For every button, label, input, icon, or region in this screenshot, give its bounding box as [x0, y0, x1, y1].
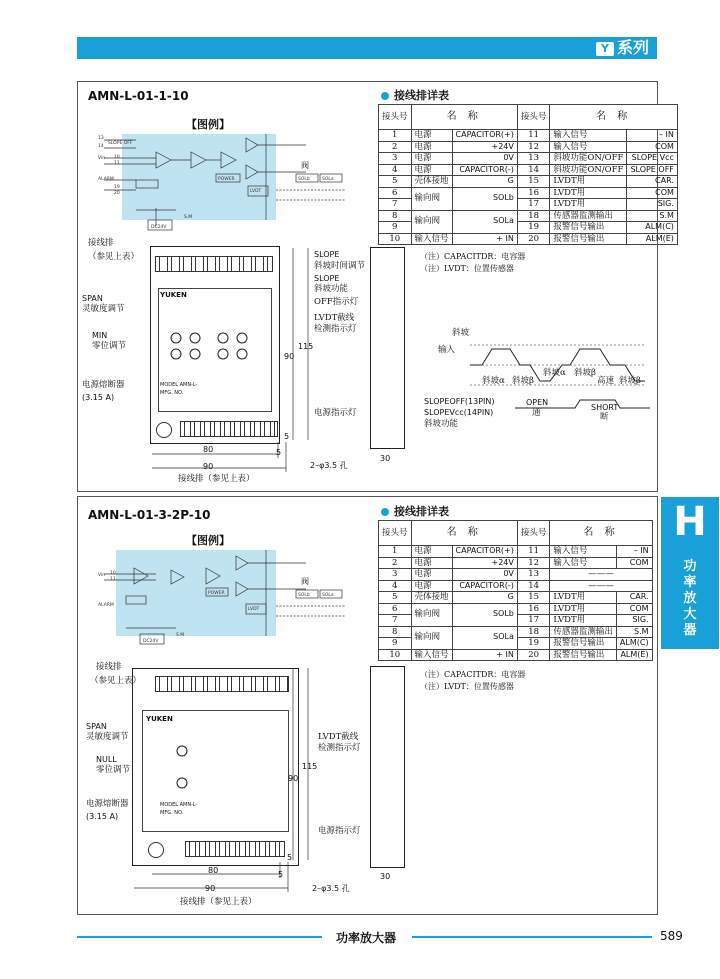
pin-name: LVDT用 — [550, 176, 627, 188]
svg-text:11: 11 — [114, 161, 120, 166]
pin-name: 报警信号输出 — [550, 638, 617, 650]
section1-wave-sig3: 斜坡功能 — [424, 419, 459, 429]
section1-schematic — [96, 130, 350, 232]
pin-signal: ALM(E) — [627, 233, 677, 245]
svg-text:DC24V: DC24V — [151, 225, 167, 230]
pin-name: 输入信号 — [411, 233, 452, 245]
svg-text:19: 19 — [114, 185, 120, 190]
pin-name: 报警信号输出 — [550, 222, 627, 234]
pin-signal: S.M — [616, 626, 652, 638]
section2-lvdt-lamp: LVDT截线 — [318, 732, 359, 742]
section1-wave-alpha2: 斜坡α — [543, 368, 566, 378]
section1-legend-title: 【图例】 — [186, 118, 230, 131]
pin-signal: G — [452, 176, 517, 188]
pin-no: 14 — [517, 580, 550, 592]
pin-no: 2 — [379, 141, 412, 153]
pin-signal: S.M — [627, 210, 677, 222]
pin-name: LVDT用 — [550, 615, 617, 627]
section1-brand: YUKEN — [160, 291, 187, 299]
section1-wave-sig2: SLOPEVcc(14PIN) — [424, 408, 494, 417]
section2-power-lamp: 电源指示灯 — [318, 826, 361, 836]
pin-no: 18 — [517, 626, 550, 638]
pin-no: 19 — [517, 222, 550, 234]
section1-wave-short: SHORT — [591, 403, 619, 412]
section2-model-title: AMN-L-01-3-2P-10 — [88, 508, 211, 522]
pin-name: 电源 — [411, 557, 452, 569]
pin-signal: 0V — [452, 153, 517, 165]
pin-signal: G — [452, 592, 517, 604]
section1-dim-115: 115 — [298, 342, 314, 351]
pin-name: LVDT用 — [550, 592, 617, 604]
pin-no: 9 — [379, 638, 412, 650]
svg-text:LVDT: LVDT — [250, 189, 262, 194]
pin-signal: SOLb — [452, 603, 517, 626]
section1-lvdt-lamp: LVDT截线 — [314, 313, 355, 323]
pin-signal: SLOPE Vcc — [627, 153, 677, 165]
pin-signal: – IN — [616, 546, 652, 558]
pin-no: 12 — [517, 557, 550, 569]
section1-bottom-ref: 接线排（参见上表） — [178, 474, 255, 484]
section1-span-desc: 灵敏度调节 — [82, 304, 125, 314]
col-no-left: 接头号 — [379, 105, 412, 130]
section1-off-lamp: OFF指示灯 — [314, 297, 359, 307]
section2-note2: （注）LVDT：位置传感器 — [420, 682, 514, 691]
pin-name: 壳体接地 — [411, 592, 452, 604]
section1-wave-sig1: SLOPEOFF(13PIN) — [424, 397, 495, 406]
svg-text:ALARM: ALARM — [98, 603, 114, 608]
svg-text:SOLa: SOLa — [322, 177, 334, 182]
svg-text:阀: 阀 — [301, 577, 309, 586]
svg-text:11: 11 — [110, 577, 116, 582]
header-series — [596, 37, 649, 59]
section1-lvdt-lamp2: 检测指示灯 — [314, 324, 357, 334]
series-label: 系列 — [616, 38, 649, 57]
svg-text:10: 10 — [110, 571, 116, 576]
pin-no: 4 — [379, 580, 412, 592]
col-no-right: 接头号 — [517, 105, 550, 130]
pin-name: LVDT用 — [550, 199, 627, 211]
section2-dim-115: 115 — [302, 762, 318, 771]
pin-name: ——— — [550, 580, 652, 592]
pin-name: ——— — [550, 569, 652, 581]
svg-text:SLOPE OFF: SLOPE OFF — [108, 141, 133, 146]
pin-no: 18 — [517, 210, 550, 222]
pin-no: 16 — [517, 187, 550, 199]
pin-name: 电源 — [411, 164, 452, 176]
svg-text:POWER: POWER — [208, 591, 225, 596]
section2-fuse-val: (3.15 A) — [86, 812, 119, 821]
pin-no: 16 — [517, 603, 550, 615]
section2-legend-title: 【图例】 — [186, 534, 230, 547]
pin-no: 20 — [517, 233, 550, 245]
pin-no: 15 — [517, 592, 550, 604]
bullet-icon — [381, 92, 389, 100]
svg-text:14: 14 — [98, 144, 104, 149]
svg-text:阀: 阀 — [301, 161, 309, 170]
pin-name: 输向阀 — [411, 603, 452, 626]
pin-no: 3 — [379, 153, 412, 165]
section1-slope2-desc: 斜坡功能 — [314, 284, 349, 294]
pin-signal: CAPACITOR(-) — [452, 580, 517, 592]
svg-text:SOLa: SOLa — [322, 593, 334, 598]
pin-signal: +24V — [452, 557, 517, 569]
section1-model-plate: MODEL AMN-L- — [160, 382, 198, 388]
pin-signal: 0V — [452, 569, 517, 581]
pin-no: 17 — [517, 615, 550, 627]
section1-slope-label: SLOPE — [314, 250, 340, 259]
section2-dim-90v: 90 — [288, 774, 299, 783]
section1-wave-slope: 斜坡 — [452, 328, 470, 338]
section2-null-label: NULL — [96, 755, 117, 764]
pin-no: 7 — [379, 615, 412, 627]
section2-dim-5v: 5 — [287, 853, 293, 862]
section2-lvdt-lamp2: 检测指示灯 — [318, 743, 361, 753]
pin-no: 8 — [379, 626, 412, 638]
pin-no: 15 — [517, 176, 550, 188]
svg-text:SOLb: SOLb — [298, 593, 310, 598]
pin-no: 5 — [379, 176, 412, 188]
section1-span-label: SPAN — [82, 294, 103, 303]
svg-text:SOLb: SOLb — [298, 177, 310, 182]
col-no-left: 接头号 — [379, 521, 412, 546]
pin-signal: SOLb — [452, 187, 517, 210]
section2-bottom-ref: 接线排（参见上表） — [180, 897, 257, 907]
pin-signal: SIG. — [627, 199, 677, 211]
pin-signal: CAPACITOR(+) — [452, 130, 517, 142]
section2-null-desc: 零位调节 — [96, 765, 131, 775]
section1-side-view — [370, 247, 405, 449]
col-name-right: 名 称 — [550, 521, 652, 546]
pin-signal: COM — [616, 557, 652, 569]
section2-span-label: SPAN — [86, 722, 107, 731]
pin-signal: SOLa — [452, 210, 517, 233]
pin-signal: SIG. — [616, 615, 652, 627]
pin-signal: SOLa — [452, 626, 517, 649]
side-tab-letter: H — [661, 497, 719, 547]
pin-signal: ALM(E) — [616, 649, 652, 661]
section2-mfg-plate: MFG. NO. — [160, 810, 184, 816]
section2-terminal-label: 接线排 — [96, 662, 122, 672]
section1-note1: （注）CAPACITDR：电容器 — [420, 252, 526, 261]
pin-signal: CAPACITOR(-) — [452, 164, 517, 176]
pin-no: 7 — [379, 199, 412, 211]
section1-note2: （注）LVDT：位置传感器 — [420, 264, 514, 273]
footer-line-right — [412, 936, 652, 938]
pin-name: 输向阀 — [411, 626, 452, 649]
svg-text:S.M: S.M — [184, 215, 193, 220]
pin-name: 斜坡功能ON/OFF — [550, 153, 627, 165]
section1-wave-short-cn: 断 — [600, 412, 609, 422]
pin-signal: + IN — [452, 649, 517, 661]
section1-terminal-ref: （参见上表） — [88, 252, 140, 262]
side-tab-text — [661, 547, 719, 649]
section1-dim-90v: 90 — [284, 352, 295, 361]
section1-dim-30: 30 — [380, 454, 391, 463]
svg-text:DC24V: DC24V — [143, 639, 159, 644]
pin-no: 19 — [517, 638, 550, 650]
section1-wave-beta: 斜坡β — [512, 376, 534, 386]
section2-span-desc: 灵敏度调节 — [86, 732, 129, 742]
svg-text:10: 10 — [114, 155, 120, 160]
section2-side-view — [370, 666, 405, 868]
pin-no: 17 — [517, 199, 550, 211]
pin-no: 3 — [379, 569, 412, 581]
section1-hole: 2–φ3.5 孔 — [310, 461, 348, 470]
pin-name: 传感器监测输出 — [550, 626, 617, 638]
pin-no: 14 — [517, 164, 550, 176]
col-name-left: 名 称 — [411, 521, 517, 546]
pin-signal: ALM(C) — [616, 638, 652, 650]
section2-model-plate: MODEL AMN-L- — [160, 802, 198, 808]
section1-dim-lines — [130, 244, 330, 484]
section2-dim-80: 80 — [208, 866, 219, 875]
pin-signal: CAR. — [627, 176, 677, 188]
pin-no: 11 — [517, 546, 550, 558]
section2-dim-90: 90 — [205, 884, 216, 893]
pin-signal: – IN — [627, 130, 677, 142]
pin-no: 10 — [379, 233, 412, 245]
pin-signal: + IN — [452, 233, 517, 245]
section1-fuse-label: 电源熔断器 — [82, 380, 125, 390]
section1-min-label: MIN — [92, 331, 108, 340]
section1-wave-open-cn: 通 — [532, 408, 541, 418]
section2-terminal-ref: （参见上表） — [90, 676, 142, 686]
section1-wave-beta2: 斜坡β — [574, 368, 596, 378]
pin-name: 输入信号 — [550, 141, 627, 153]
pin-no: 13 — [517, 153, 550, 165]
section2-dim-5: 5 — [278, 870, 284, 879]
section1-dim-90: 90 — [203, 462, 214, 471]
col-name-left: 名 称 — [411, 105, 517, 130]
pin-no: 11 — [517, 130, 550, 142]
pin-name: 电源 — [411, 153, 452, 165]
section2-dim-lines — [130, 662, 330, 902]
pin-signal: COM — [627, 141, 677, 153]
pin-name: 输入信号 — [411, 649, 452, 661]
section1-table-title-text: 接线排详表 — [394, 89, 449, 102]
pin-no: 4 — [379, 164, 412, 176]
pin-no: 1 — [379, 546, 412, 558]
side-tab-label: 功率放大器 — [683, 559, 697, 638]
svg-text:LVDT: LVDT — [248, 607, 260, 612]
section1-wave-open: OPEN — [526, 398, 549, 407]
pin-name: 输向阀 — [411, 210, 452, 233]
header-bar — [77, 37, 657, 59]
section2-brand: YUKEN — [146, 715, 173, 723]
pin-signal: ALM(C) — [627, 222, 677, 234]
pin-no: 6 — [379, 187, 412, 199]
pin-name: 壳体接地 — [411, 176, 452, 188]
pin-signal: CAR. — [616, 592, 652, 604]
pin-name: 输入信号 — [550, 557, 617, 569]
section1-fuse-val: (3.15 A) — [82, 393, 115, 402]
section2-dim-30: 30 — [380, 872, 391, 881]
section2-hole: 2–φ3.5 孔 — [312, 884, 350, 893]
section2-pin-table — [378, 520, 653, 661]
col-no-right: 接头号 — [517, 521, 550, 546]
section1-mfg-plate: MFG. NO. — [160, 390, 184, 396]
pin-name: 电源 — [411, 546, 452, 558]
pin-name: 斜坡功能ON/OFF — [550, 164, 627, 176]
pin-signal: COM — [627, 187, 677, 199]
pin-signal: COM — [616, 603, 652, 615]
footer-page-number: 589 — [660, 929, 683, 943]
svg-text:ALARM: ALARM — [98, 177, 114, 182]
section2-fuse-label: 电源熔断器 — [86, 799, 129, 809]
svg-text:S.M: S.M — [176, 633, 185, 638]
section1-terminal-label: 接线排 — [88, 238, 114, 248]
section2-table-title-text: 接线排详表 — [394, 505, 449, 518]
section1-dim-5v: 5 — [284, 432, 290, 441]
section2-table-title — [381, 503, 449, 519]
pin-signal: +24V — [452, 141, 517, 153]
svg-text:POWER: POWER — [218, 177, 235, 182]
section1-pin-rows — [379, 130, 678, 245]
section2-note1: （注）CAPACITDR：电容器 — [420, 670, 526, 679]
bullet-icon — [381, 508, 389, 516]
section1-wave-input: 输入 — [438, 345, 456, 355]
svg-text:20: 20 — [114, 191, 120, 196]
pin-no: 6 — [379, 603, 412, 615]
section1-dim-80: 80 — [203, 445, 214, 454]
svg-text:Vin: Vin — [98, 573, 106, 578]
section1-wave-alpha: 斜坡α — [482, 376, 505, 386]
pin-no: 1 — [379, 130, 412, 142]
pin-no: 9 — [379, 222, 412, 234]
pin-signal: SLOPE OFF — [627, 164, 677, 176]
pin-no: 10 — [379, 649, 412, 661]
section1-pin-table — [378, 104, 678, 245]
section1-wave-beta3: 斜坡β — [619, 376, 641, 386]
pin-name: 传感器监测输出 — [550, 210, 627, 222]
section1-wave-fast: 高速 — [597, 376, 615, 386]
section1-min-desc: 零位调节 — [92, 341, 127, 351]
section1-dim-5: 5 — [276, 448, 282, 457]
pin-name: 电源 — [411, 130, 452, 142]
pin-signal: CAPACITOR(+) — [452, 546, 517, 558]
pin-name: 输入信号 — [550, 130, 627, 142]
svg-text:13: 13 — [98, 136, 104, 141]
pin-name: LVDT用 — [550, 603, 617, 615]
svg-text:Vin: Vin — [98, 156, 106, 161]
pin-no: 12 — [517, 141, 550, 153]
pin-name: 输入信号 — [550, 546, 617, 558]
pin-name: 电源 — [411, 569, 452, 581]
section1-slope-desc: 斜坡时间调节 — [314, 261, 366, 271]
pin-name: LVDT用 — [550, 187, 627, 199]
pin-name: 输向阀 — [411, 187, 452, 210]
pin-no: 2 — [379, 557, 412, 569]
pin-name: 电源 — [411, 580, 452, 592]
pin-no: 20 — [517, 649, 550, 661]
pin-name: 电源 — [411, 141, 452, 153]
brand-logo-icon: Y — [596, 42, 614, 56]
footer-line-left — [77, 936, 322, 938]
pin-name: 报警信号输出 — [550, 233, 627, 245]
pin-name: 报警信号输出 — [550, 649, 617, 661]
section2-schematic — [96, 548, 350, 648]
footer-title: 功率放大器 — [336, 931, 397, 945]
col-name-right: 名 称 — [550, 105, 678, 130]
section1-slope2-label: SLOPE — [314, 274, 340, 283]
pin-no: 5 — [379, 592, 412, 604]
section1-table-title — [381, 87, 449, 103]
pin-no: 13 — [517, 569, 550, 581]
pin-no: 8 — [379, 210, 412, 222]
section1-model-title: AMN-L-01-1-10 — [88, 89, 189, 103]
section2-pin-rows — [379, 546, 653, 661]
section1-power-lamp: 电源指示灯 — [314, 408, 357, 418]
section1-switch-line — [515, 398, 650, 414]
